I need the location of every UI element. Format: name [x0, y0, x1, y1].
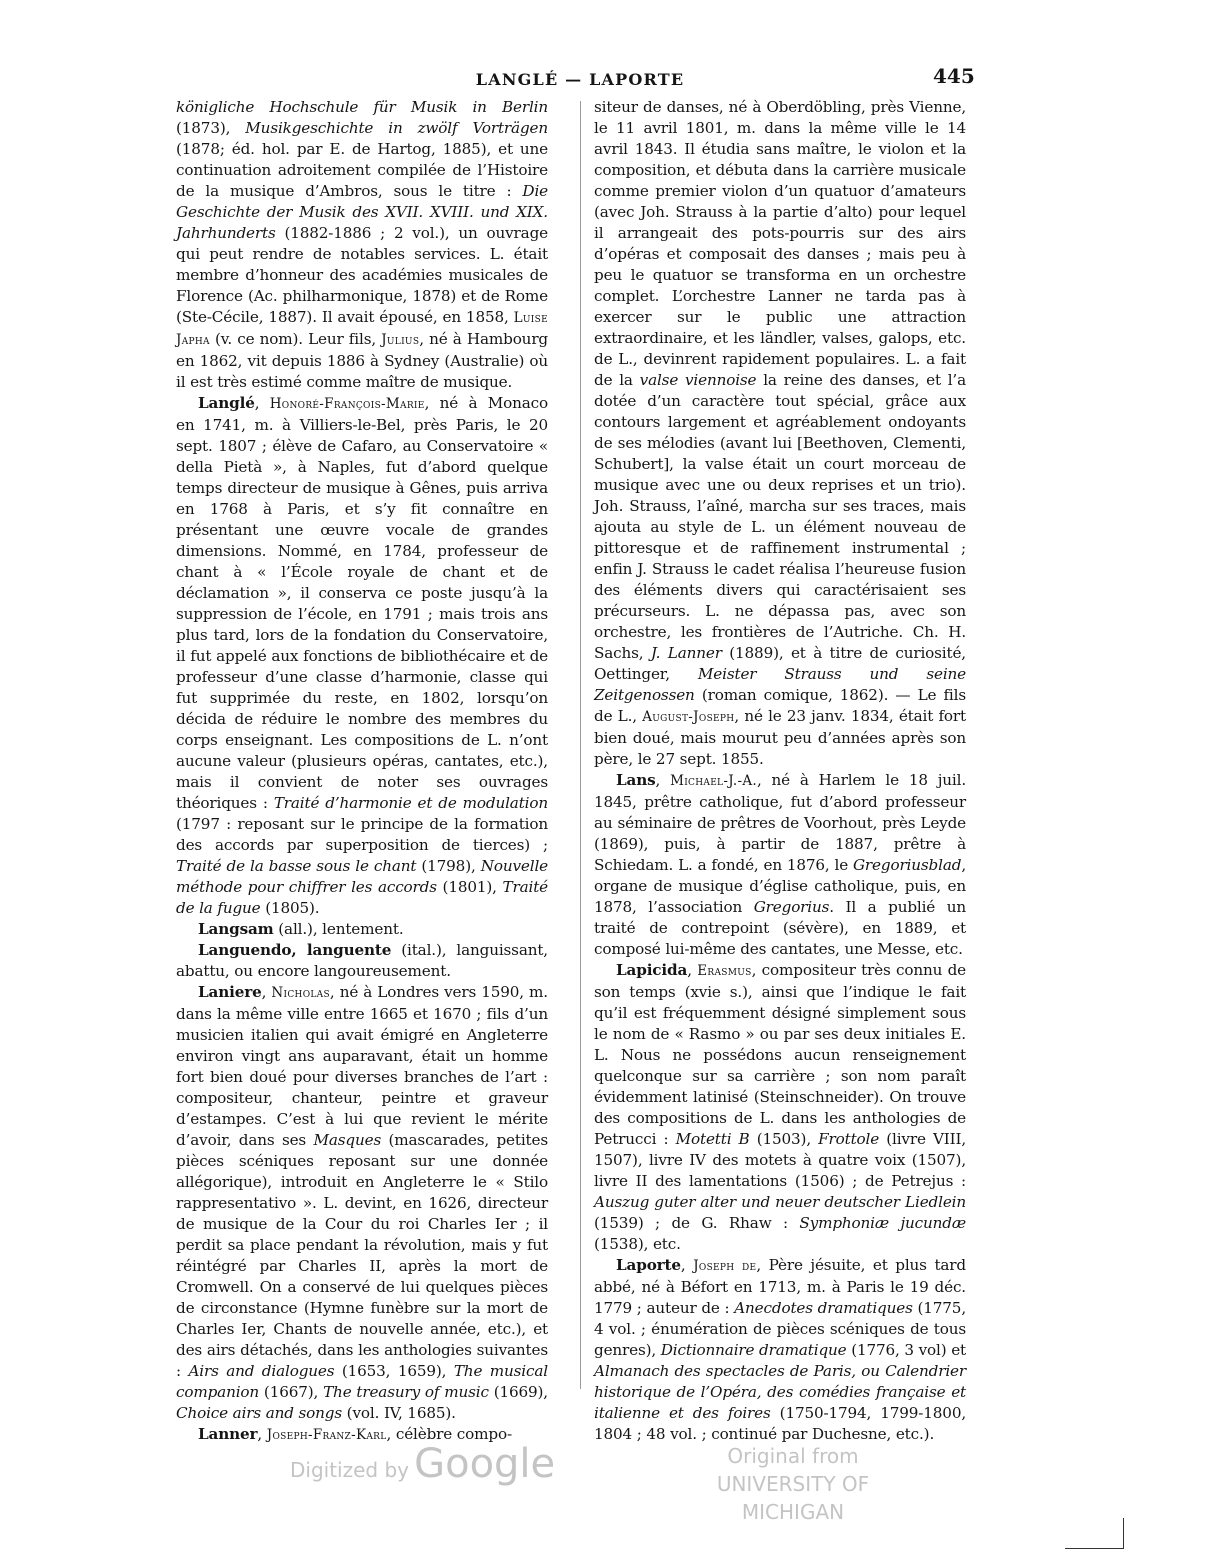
right-column [594, 97, 966, 1445]
entry-text: (1805). [260, 899, 320, 917]
digitized-label: Digitized by [290, 1458, 409, 1482]
entry-text: (1539) ; de G. Rhaw : [594, 1214, 800, 1232]
entry-text: (vol. IV, 1685). [342, 1404, 456, 1422]
entry-text: la reine des danses, et l’a dotée d’un caractère tout spécial, grâce aux contours largement et agréablement ondoyants de ses mélodies (avant lui [Beethoven, Clementi, Schubert], la valse était un court morceau de musique avec une ou deux reprises et un trio). Joh. Strauss, l’aîné, marcha sur ses traces, mais ajouta au style de L. un élément nouveau de pittoresque et de raffinement instrumental ; enfin J. Strauss le cadet réalisa l’heureuse fusion des éléments divers qui caractérisaient ses précurseurs. L. ne dépassa pas, avec son orchestre, les frontières de l’Autriche. Ch. H. Sachs, [594, 371, 966, 662]
entry-text: siteur de danses, né à Oberdöbling, près Vienne, le 11 avril 1801, m. dans la même ville le 14 avril 1843. Il étudia sans maître, le violon et la composition, et débuta dans la carrière musicale comme premier violon d’un quatuor d’amateurs (avec Joh. Strauss à la partie d’alto) pour lequel il arrangeait des pots-pourris sur des airs d’opéras et composait des danses ; mais peu à peu le quatuor se transforma en un orchestre complet. L’orchestre Lanner ne tarda pas à exercer sur le public une attraction extraordinaire, et les ländler, valses, galops, etc. de L., devinrent rapidement populaires. L. a fait de la [594, 98, 966, 389]
entry-text: (1669), [488, 1383, 548, 1401]
italic-title: Anecdotes dramatiques [734, 1299, 913, 1317]
person-name: Erasmus [697, 963, 752, 979]
person-name: Nicholas [271, 985, 330, 1001]
person-name: Joseph de [693, 1258, 757, 1274]
entry-text: (1667), [259, 1383, 324, 1401]
italic-title: Meister Strauss und seine Zeitgenossen [594, 665, 966, 704]
dictionary-entry [176, 919, 548, 940]
dictionary-entry [176, 940, 548, 982]
entry-text: (roman comique, 1862). — Le fils de L., [594, 686, 966, 725]
university-label: UNIVERSITY OF MICHIGAN [716, 1472, 870, 1524]
entry-text: (ital.), languissant, abattu, ou encore langoureusement. [176, 941, 548, 980]
entry-text: , né à Harlem le 18 juil. 1845, prêtre catholique, fut d’abord professeur au séminaire de prêtres de Voorhout, près Leyde (1869), puis, à partir de 1887, prêtre à Schiedam. L. a fondé, en 1876, le [594, 771, 966, 874]
entry-text: (1889), et à titre de curiosité, Oettinger, [594, 644, 966, 683]
entry-text: , [655, 771, 671, 789]
italic-title: Gregorius [753, 898, 830, 916]
entry-text: (1878; éd. hol. par E. de Hartog, 1885), et une continuation adroitement compilée de l’Histoire de la musique d’Ambros, sous le titre : [176, 140, 548, 200]
original-from-label: Original from [727, 1444, 859, 1468]
entry-text: (v. ce nom). Leur fils, [209, 330, 382, 348]
entry-text: , [687, 961, 698, 979]
continued-paragraph [594, 97, 966, 770]
continued-paragraph [176, 97, 548, 393]
entry-text: (1750-1794, 1799-1800, 1804 ; 48 vol. ; continué par Duchesne, etc.). [594, 1404, 967, 1443]
person-name: Michael-J.-A. [670, 773, 757, 789]
entry-headword: Langlé [198, 394, 255, 412]
italic-title: Masques [313, 1131, 382, 1149]
italic-title: königliche Hochschule für Musik in Berlin [176, 98, 548, 116]
dictionary-entry [176, 393, 548, 919]
person-name: Luise Japha [176, 310, 548, 348]
italic-title: Traité de la basse sous le chant [176, 857, 417, 875]
italic-title: Nouvelle méthode pour chiffrer les accords [176, 857, 548, 896]
dictionary-entry [594, 1255, 966, 1445]
entry-text: , [680, 1256, 694, 1274]
italic-title: Choice airs and songs [176, 1404, 342, 1422]
entry-text: , né à Hambourg en 1862, vit depuis 1886 à Sydney (Australie) où il est très estimé comme maître de musique. [176, 330, 548, 391]
entry-text: (1653, 1659), [334, 1362, 454, 1380]
entry-text: , organe de musique d’église catholique, puis, en 1878, l’association [594, 856, 966, 916]
google-logo: Google [414, 1441, 556, 1487]
dictionary-entry [176, 982, 548, 1424]
running-header: LANGLÉ — LAPORTE [475, 70, 685, 89]
entry-text: , célèbre compo- [386, 1425, 512, 1443]
person-name: Julius [381, 332, 420, 348]
person-name: August-Joseph [642, 709, 735, 725]
italic-title: Traité d’harmonie et de modulation [273, 794, 548, 812]
italic-title: The treasury of music [323, 1383, 489, 1401]
digitized-by-watermark [290, 1441, 555, 1487]
italic-title: Die Geschichte der Musik des XVII. XVIII. und XIX. Jahrhunderts [176, 182, 548, 242]
italic-title: Symphoniæ jucundæ [799, 1214, 966, 1232]
entry-text: (mascarades, petites pièces scéniques reposant sur une donnée allégorique), introduit en Angleterre le « Stilo rappresentativo ». L. devint, en 1626, directeur de musique de la Cour du roi Charles Ier ; il perdit sa place pendant la révolution, mais y fut réintégré par Charles II, après la mort de Cromwell. On a conservé de lui quelques pièces de circonstance (Hymne funèbre sur la mort de Charles Ier, Chants de nouvelle année, etc.), et des airs détachés, dans les anthologies suivantes : [176, 1131, 548, 1380]
entry-text: (1776, 3 vol) et [846, 1341, 966, 1359]
entry-text: , Père jésuite, et plus tard abbé, né à Béfort en 1713, m. à Paris le 19 déc. 1779 ; auteur de : [594, 1256, 966, 1317]
entry-text: (1873), [176, 119, 246, 137]
entry-text: , né le 23 janv. 1834, était fort bien doué, mais mourut peu d’années après son père, le 27 sept. 1855. [594, 707, 966, 768]
entry-text: (1801), [436, 878, 503, 896]
italic-title: J. Lanner [650, 644, 722, 662]
entry-headword: Laniere [198, 983, 262, 1001]
entry-text: , [261, 983, 272, 1001]
entry-text: (1775, 4 vol. ; énumération de pièces scéniques de tous genres), [594, 1299, 966, 1359]
entry-text: , [254, 394, 270, 412]
entry-text: , né à Monaco en 1741, m. à Villiers-le-Bel, près Paris, le 20 sept. 1807 ; élève de Cafaro, au Conservatoire « della Pietà », à Naples, fut d’abord quelque temps directeur de musique à Gênes, puis arriva en 1768 à Paris, et s’y fit connaître en présentant une œuvre vocale de grandes dimensions. Nommé, en 1784, professeur de chant à « l’École royale de chant et de déclamation », il conserva ce poste jusqu’à la suppression de l’école, en 1791 ; mais trois ans plus tard, lors de la fondation du Conservatoire, il fut appelé aux fonctions de bibliothécaire et de professeur d’une classe d’harmonie, classe qui fut supprimée du reste, en 1802, lorsqu’on décida de réduire le nombre des membres du corps enseignant. Les compositions de L. n’ont aucune valeur (plusieurs opéras, cantates, etc.), mais il convient de noter ses ouvrages théoriques : [176, 394, 548, 812]
entry-text: , [257, 1425, 267, 1443]
entry-text: , compositeur très connu de son temps (xvie s.), ainsi que l’indique le fait qu’il est fréquemment désigné simplement sous le nom de « Rasmo » ou par ses deux initiales E. L. Nous ne possédons aucun renseignement quelconque sur sa carrière ; son nom paraît évidemment latinisé (Steinschneider). On trouve des compositions de L. dans les anthologies de Petrucci : [594, 961, 966, 1148]
entry-text: . Il a publié un traité de contrepoint (sévère), en 1889, et composé lui-même des cantates, une Messe, etc. [594, 898, 966, 958]
page-number: 445 [933, 64, 975, 88]
entry-headword: Lanner [198, 1425, 258, 1443]
entry-text: (livre VIII, 1507), livre IV des motets à quatre voix (1507), livre II des lamentations (1506) ; de Petrejus : [594, 1130, 966, 1190]
italic-title: The musical companion [176, 1362, 548, 1401]
italic-title: Airs and dialogues [188, 1362, 335, 1380]
italic-title: Musikgeschichte in zwölf Vorträgen [245, 119, 548, 137]
person-name: Joseph-Franz-Karl [266, 1427, 387, 1443]
scan-corner-mark [1065, 1518, 1124, 1549]
italic-title: Traité de la fugue [176, 878, 548, 917]
italic-title: Frottole [818, 1130, 880, 1148]
entry-text: (1882-1886 ; 2 vol.), un ouvrage qui peut rendre de notables services. L. était membre d’honneur des académies musicales de Florence (Ac. philharmonique, 1878) et de Rome (Ste-Cécile, 1887). Il avait épousé, en 1858, [176, 224, 548, 326]
entry-text: (1503), [749, 1130, 819, 1148]
italic-title: Dictionnaire dramatique [660, 1341, 847, 1359]
italic-title: Auszug guter alter und neuer deutscher Liedlein [594, 1193, 966, 1211]
entry-text: (1538), etc. [594, 1235, 681, 1253]
entry-headword: Lans [616, 771, 656, 789]
left-column [176, 97, 548, 1446]
entry-headword: Langsam [198, 920, 274, 938]
entry-text: (1797 : reposant sur le principe de la formation des accords par superposition de tierces) ; [176, 815, 548, 854]
dictionary-entry [594, 960, 966, 1255]
column-divider [580, 101, 581, 1389]
entry-text: (all.), lentement. [273, 920, 404, 938]
original-from-watermark [668, 1442, 918, 1526]
entry-text: , né à Londres vers 1590, m. dans la même ville entre 1665 et 1670 ; fils d’un musicien italien qui avait émigré en Angleterre environ vingt ans auparavant, était un homme fort bien doué pour diverses branches de l’art : compositeur, chanteur, peintre et graveur d’estampes. C’est à lui que revient le mérite d’avoir, dans ses [176, 983, 548, 1149]
person-name: Honoré-François-Marie [269, 396, 425, 412]
dictionary-entry [594, 770, 966, 960]
italic-title: Motetti B [675, 1130, 750, 1148]
italic-title: Almanach des spectacles de Paris, ou Calendrier historique de l’Opéra, des comédies française et italienne et des foires [594, 1362, 966, 1422]
italic-title: valse viennoise [639, 371, 757, 389]
italic-title: Gregoriusblad [852, 856, 962, 874]
entry-headword: Laporte [616, 1256, 681, 1274]
entry-text: (1798), [416, 857, 481, 875]
entry-headword: Languendo, languente [198, 941, 392, 959]
entry-headword: Lapicida [616, 961, 688, 979]
